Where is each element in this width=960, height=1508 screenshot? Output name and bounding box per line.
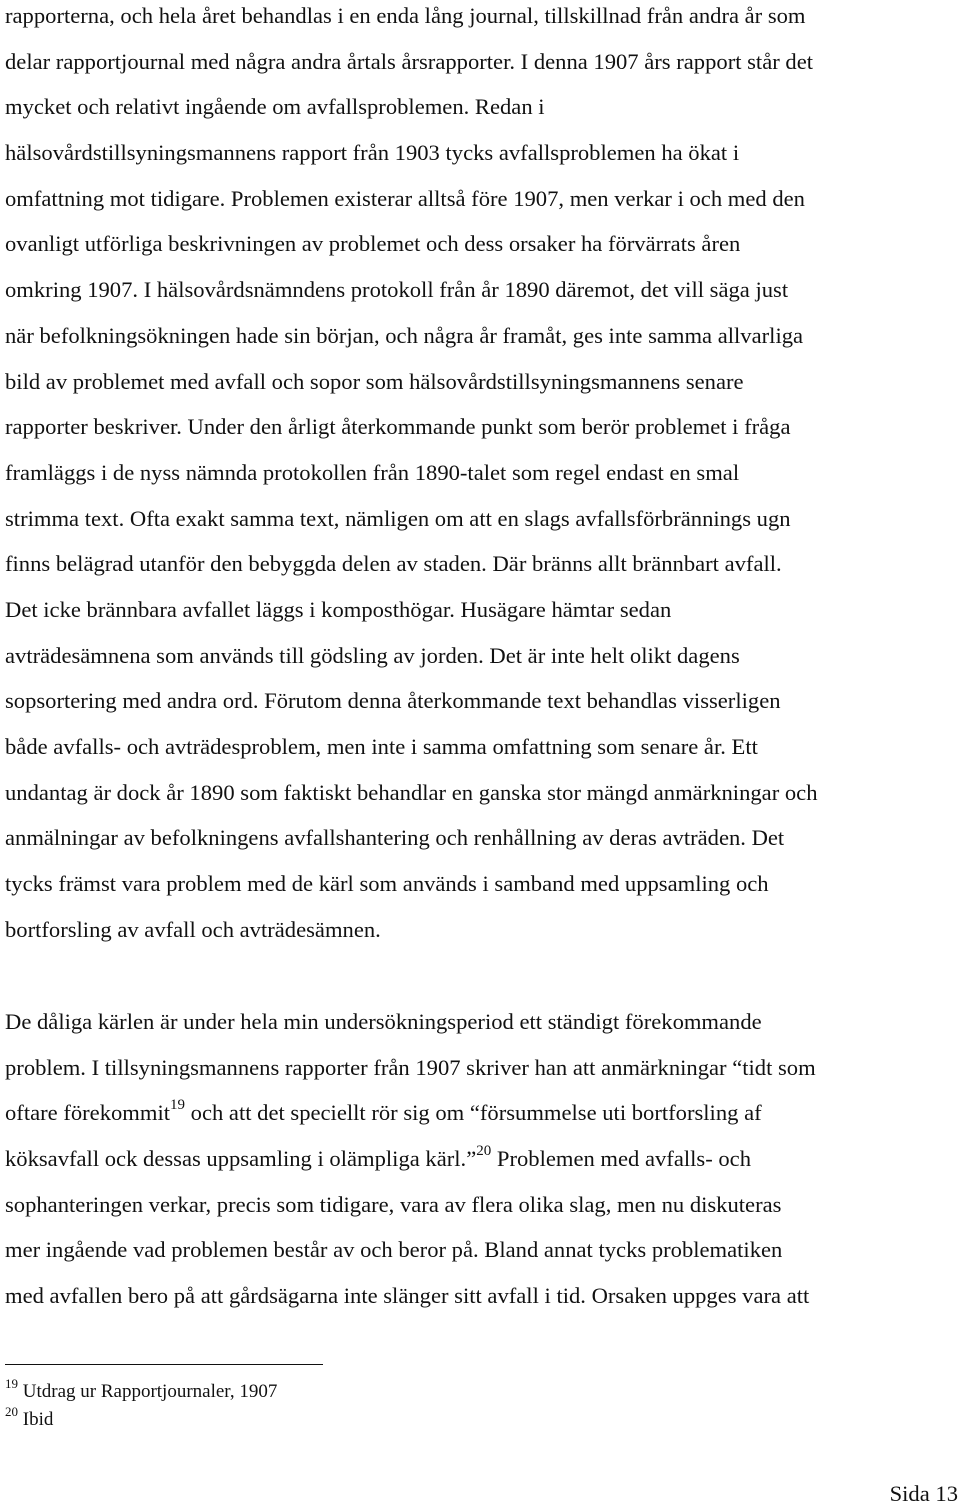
footnotes bbox=[5, 1378, 605, 1434]
footnote-reference-20[interactable]: 20 bbox=[476, 1143, 492, 1160]
text-line: rapporter beskriver. Under den årligt återkommande punkt som berör problemet i fråga bbox=[5, 414, 791, 440]
text-line: sophanteringen verkar, precis som tidigare, vara av flera olika slag, men nu diskuteras bbox=[5, 1191, 782, 1217]
text-line: bild av problemet med avfall och sopor som hälsovårdstillsyningsmannens senare bbox=[5, 368, 744, 394]
text-line: tycks främst vara problem med de kärl som används i samband med uppsamling och bbox=[5, 871, 769, 897]
text-line: bortforsling av avfall och avträdesämnen. bbox=[5, 916, 381, 942]
text-line: Det icke brännbara avfallet läggs i komposthögar. Husägare hämtar sedan bbox=[5, 596, 672, 622]
text-line: avträdesämnena som används till gödsling av jorden. Det är inte helt olikt dagens bbox=[5, 642, 740, 668]
text-line bbox=[5, 1090, 953, 1136]
text-line: rapporterna, och hela året behandlas i en enda lång journal, tillskillnad från andra år som bbox=[5, 3, 806, 28]
footnote-number: 19 bbox=[5, 1376, 18, 1391]
text-line: hälsovårdstillsyningsmannens rapport från 1903 tycks avfallsproblemen ha ökat i bbox=[5, 140, 740, 166]
text-run: köksavfall ock dessas uppsamling i olämpliga kärl.” bbox=[5, 1146, 477, 1172]
text-line: sopsortering med andra ord. Förutom denna återkommande text behandlas visserligen bbox=[5, 688, 781, 714]
text-line: mycket och relativt ingående om avfallsproblemen. Redan i bbox=[5, 94, 545, 120]
text-run: Problemen med avfalls- och bbox=[491, 1146, 751, 1172]
text-line: strimma text. Ofta exakt samma text, nämligen om att en slags avfallsförbrännings ugn bbox=[5, 505, 791, 531]
text-line: anmälningar av befolkningens avfallshantering och renhållning av deras avträden. Det bbox=[5, 825, 785, 851]
text-run: oftare förekommit bbox=[5, 1100, 170, 1126]
text-line: omkring 1907. I hälsovårdsnämndens protokoll från år 1890 däremot, det vill säga just bbox=[5, 277, 789, 303]
text-run: och att det speciellt rör sig om “försummelse uti bortforsling af bbox=[185, 1100, 762, 1126]
text-line: ovanligt utförliga beskrivningen av problemet och dess orsaker ha förvärrats åren bbox=[5, 231, 741, 257]
footnote-20 bbox=[5, 1406, 605, 1434]
footnote-text: Utdrag ur Rapportjournaler, 1907 bbox=[18, 1381, 278, 1402]
text-line: delar rapportjournal med några andra årtals årsrapporter. I denna 1907 års rapport står det bbox=[5, 48, 814, 74]
page-number: Sida 13 bbox=[889, 1481, 958, 1506]
footnote-text: Ibid bbox=[18, 1409, 54, 1430]
footnote-number: 20 bbox=[5, 1404, 18, 1419]
text-line: undantag är dock år 1890 som faktiskt behandlar en ganska stor mängd anmärkningar och bbox=[5, 779, 818, 805]
footnote-reference-19[interactable]: 19 bbox=[170, 1097, 185, 1114]
footnote-19 bbox=[5, 1378, 605, 1406]
footnote-separator bbox=[5, 1364, 323, 1365]
text-line: De dåliga kärlen är under hela min undersökningsperiod ett ständigt förekommande bbox=[5, 1009, 762, 1034]
text-line: både avfalls- och avträdesproblem, men inte i samma omfattning som senare år. Ett bbox=[5, 734, 758, 759]
text-line: med avfallen bero på att gårdsägarna inte slänger sitt avfall i tid. Orsaken uppges vara att bbox=[5, 1283, 810, 1309]
text-line: finns belägrad utanför den bebyggda delen av staden. Där bränns allt brännbart avfall. bbox=[5, 551, 782, 577]
text-line: när befolkningsökningen hade sin början, och några år framåt, ges inte samma allvarliga bbox=[5, 322, 804, 348]
text-line bbox=[5, 1136, 953, 1182]
text-line: omfattning mot tidigare. Problemen existerar alltså före 1907, men verkar i och med den bbox=[5, 185, 805, 211]
text-line: mer ingående vad problemen består av och beror på. Bland annat tycks problematiken bbox=[5, 1237, 783, 1263]
text-line: framläggs i de nyss nämnda protokollen från 1890-talet som regel endast en smal bbox=[5, 459, 740, 485]
body-paragraph-1 bbox=[5, 0, 953, 952]
text-line: problem. I tillsyningsmannens rapporter från 1907 skriver han att anmärkningar “tidt som bbox=[5, 1054, 816, 1080]
body-paragraph-2 bbox=[5, 999, 953, 1319]
